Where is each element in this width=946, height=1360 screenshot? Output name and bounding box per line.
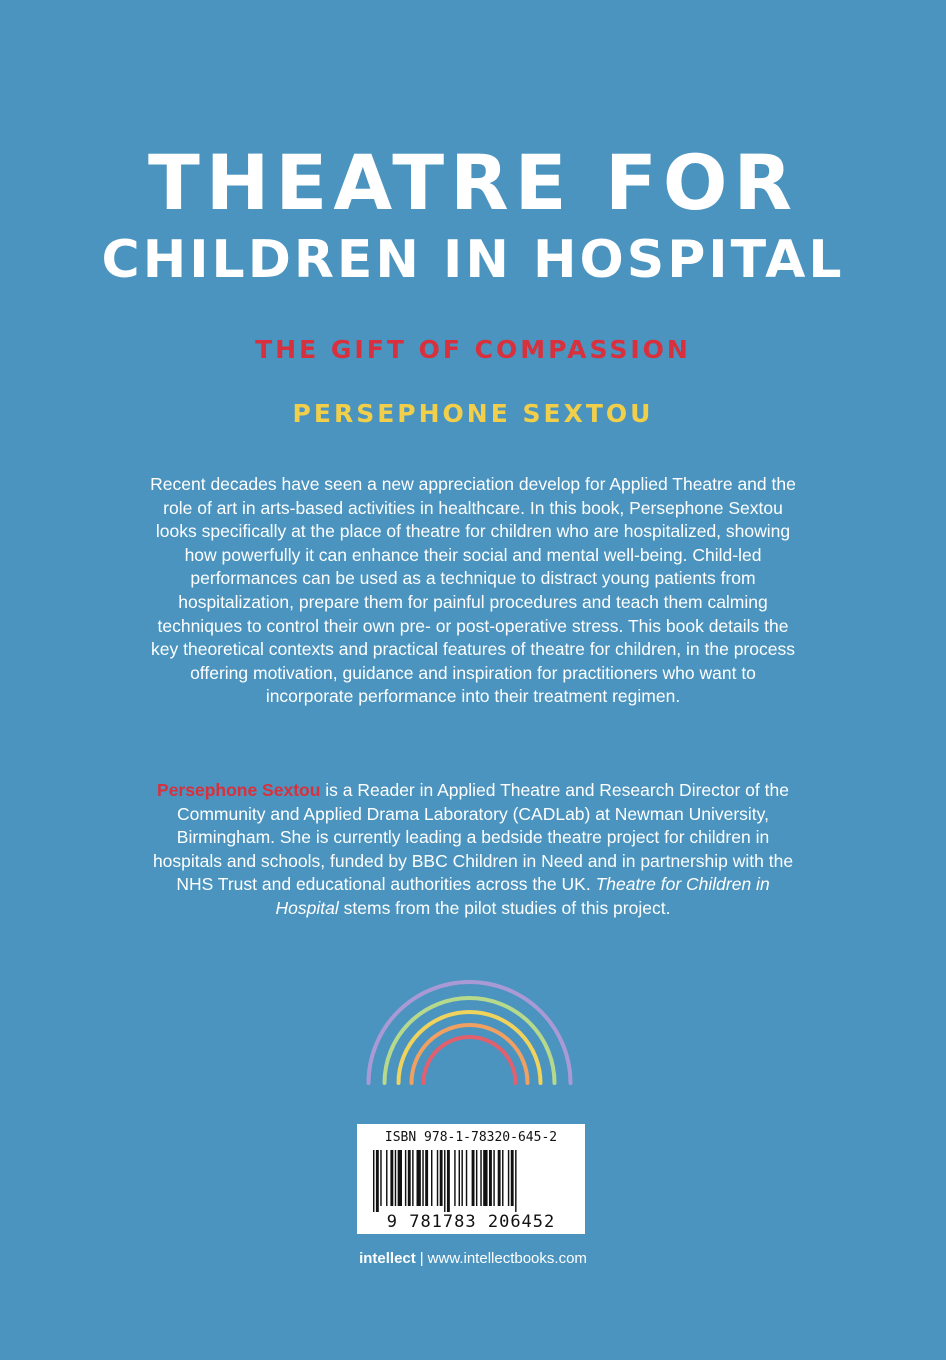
publisher-footer [0,1250,946,1267]
bio-text-2: stems from the pilot studies of this project. [338,897,671,918]
title-line-2: CHILDREN IN HOSPITAL [101,230,845,290]
title-line-1: THEATRE FOR [147,138,799,227]
rainbow-arc [424,1037,516,1083]
rainbow-arc [412,1025,528,1083]
author-name: PERSEPHONE SEXTOU [292,399,654,428]
subtitle: THE GIFT OF COMPASSION [255,335,691,364]
author-bio [150,779,796,921]
rainbow-icon [362,975,577,1085]
footer-separator: | [419,1250,424,1267]
rainbow-arc [399,1012,541,1083]
bio-author-name: Persephone Sextou [157,780,321,800]
publisher-name: intellect [359,1250,416,1267]
isbn-number: ISBN 978-1-78320-645-2 [384,1130,558,1145]
ean-number: 9 781783 206452 [386,1212,556,1232]
barcode-icon [373,1150,569,1212]
bio-text-1: is a Reader in Applied Theatre and Research Director of the Community and Applied Drama Laboratory (CADLab) at Newman University, Birmingham. She is currently leading a bedside theatre project for children in hospitals and schools, funded by BBC Children in Need and in partnership with the NHS Trust and educational authorities across the UK. [152,780,794,895]
book-description: Recent decades have seen a new appreciation develop for Applied Theatre and the role of art in arts-based activities in healthcare. In this book, Persephone Sextou looks specifically at the place of theatre for children who are hospitalized, showing how powerfully it can enhance their social and mental well-being. Child-led performances can be used as a technique to distract young patients from hospitalization, prepare them for painful procedures and teach them calming techniques to control their own pre- or post-operative stress. This book details the key theoretical contexts and practical features of theatre for children, in the process offering motivation, guidance and inspiration for practitioners who want to incorporate performance into their treatment regimen. [150,474,796,707]
isbn-barcode [357,1124,585,1234]
publisher-website[interactable]: www.intellectbooks.com [427,1250,587,1267]
bio-book-title: Theatre for Children in Hospital [275,874,770,918]
